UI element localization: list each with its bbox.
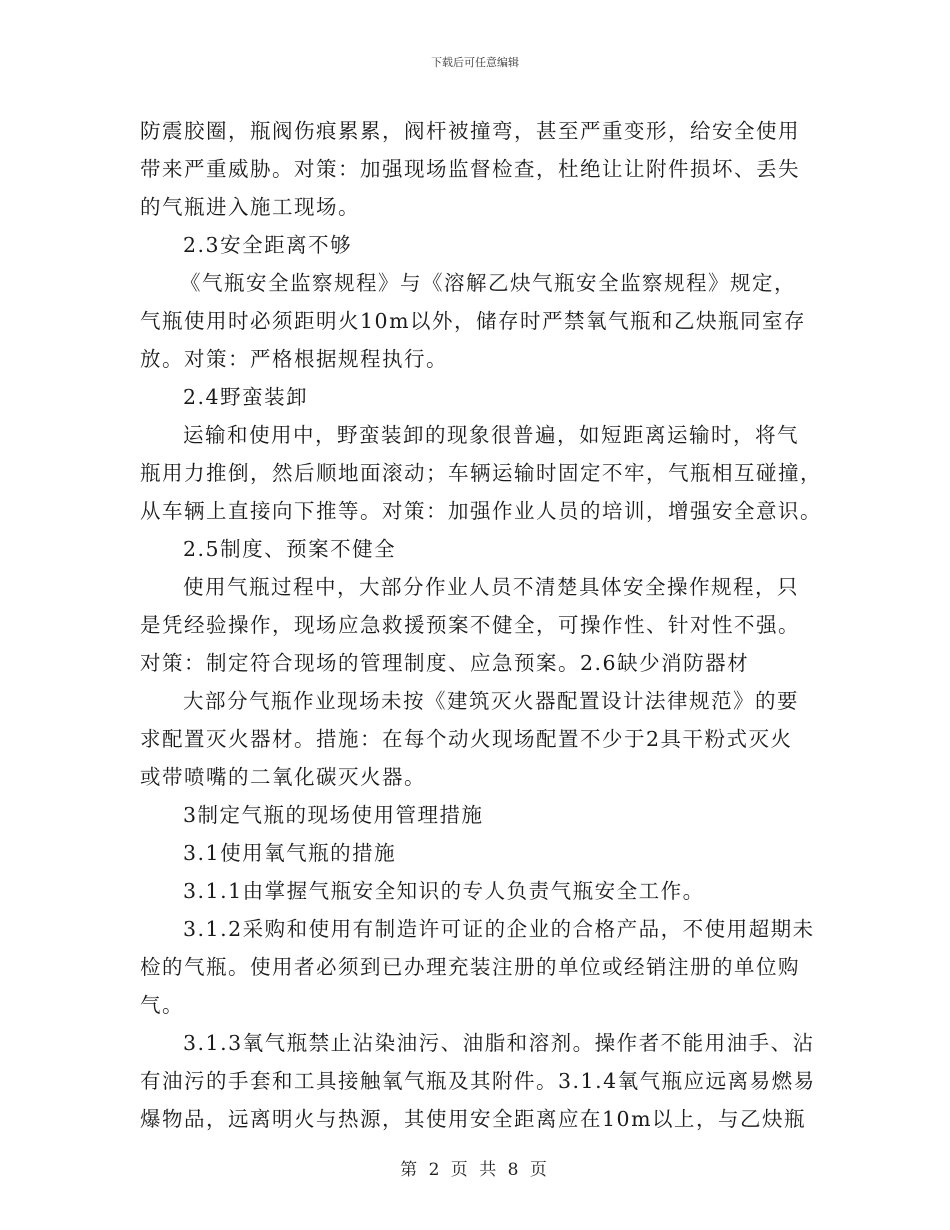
text-line: 3制定气瓶的现场使用管理措施 — [183, 803, 484, 827]
text-line: 3.1.1由掌握气瓶安全知识的专人负责气瓶安全工作。 — [183, 879, 705, 903]
text-line: 气。 — [140, 993, 184, 1017]
page-footer: 第 2 页 共 8 页 — [400, 1160, 550, 1180]
text-line: 有油污的手套和工具接触氧气瓶及其附件。3.1.4氧气瓶应远离易燃易 — [140, 1069, 816, 1093]
page-header: 下载后可任意编辑 — [431, 56, 519, 69]
text-line: 3.1.3氧气瓶禁止沾染油污、油脂和溶剂。操作者不能用油手、沾 — [183, 1031, 815, 1055]
text-line: 求配置灭火器材。措施：在每个动火现场配置不少于2具干粉式灭火 — [140, 727, 793, 751]
text-line: 2.5制度、预案不健全 — [183, 537, 397, 561]
text-line: 爆物品，远离明火与热源，其使用安全距离应在10m以上，与乙炔瓶 — [140, 1107, 807, 1131]
text-line: 大部分气瓶作业现场未按《建筑灭火器配置设计法律规范》的要 — [183, 689, 799, 713]
text-line: 从车辆上直接向下推等。对策：加强作业人员的培训，增强安全意识。 — [140, 499, 822, 523]
text-line: 放。对策：严格根据规程执行。 — [140, 347, 448, 371]
text-line: 检的气瓶。使用者必须到已办理充装注册的单位或经销注册的单位购 — [140, 955, 800, 979]
text-line: 使用气瓶过程中，大部分作业人员不清楚具体安全操作规程，只 — [183, 575, 799, 599]
text-line: 运输和使用中，野蛮装卸的现象很普遍，如短距离运输时，将气 — [183, 423, 799, 447]
text-line: 的气瓶进入施工现场。 — [140, 195, 360, 219]
text-line: 瓶用力推倒，然后顺地面滚动；车辆运输时固定不牢，气瓶相互碰撞， — [140, 461, 822, 485]
text-line: 气瓶使用时必须距明火10m以外，储存时严禁氧气瓶和乙炔瓶同室存 — [140, 309, 807, 333]
text-line: 2.4野蛮装卸 — [183, 385, 309, 409]
text-line: 《气瓶安全监察规程》与《溶解乙炔气瓶安全监察规程》规定， — [180, 271, 796, 295]
text-line: 或带喷嘴的二氧化碳灭火器。 — [140, 765, 426, 789]
text-line: 带来严重威胁。对策：加强现场监督检查，杜绝让让附件损坏、丢失 — [140, 157, 800, 181]
text-line: 防震胶圈，瓶阀伤痕累累，阀杆被撞弯，甚至严重变形，给安全使用 — [140, 119, 800, 143]
text-line: 是凭经验操作，现场应急救援预案不健全，可操作性、针对性不强。 — [140, 613, 800, 637]
text-line: 对策：制定符合现场的管理制度、应急预案。2.6缺少消防器材 — [140, 651, 750, 675]
text-line: 3.1使用氧气瓶的措施 — [183, 841, 397, 865]
text-line: 2.3安全距离不够 — [183, 233, 353, 257]
document-body — [140, 112, 822, 1138]
text-line: 3.1.2采购和使用有制造许可证的企业的合格产品，不使用超期未 — [183, 917, 815, 941]
